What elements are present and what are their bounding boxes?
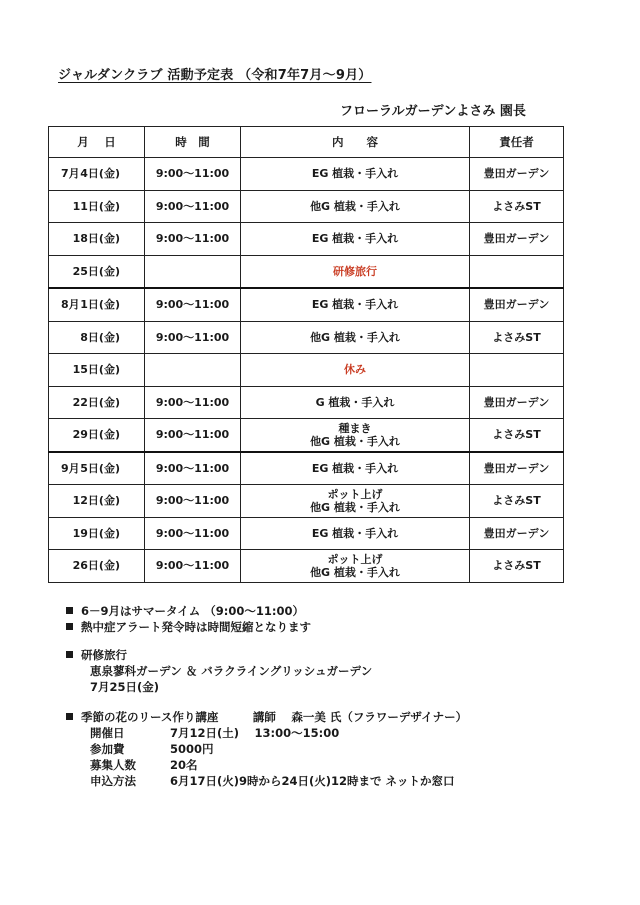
day-label: 4日(金) — [80, 167, 120, 181]
time-cell: 9:00～11:00 — [145, 550, 241, 583]
content-line: 種まき — [338, 421, 372, 435]
content-cell — [241, 354, 470, 387]
table-row — [49, 550, 564, 583]
date-cell — [49, 158, 145, 191]
day-label: 8日(金) — [80, 330, 120, 344]
person-cell: 豊田ガーデン — [470, 158, 564, 191]
content-line: EG 植栽・手入れ — [311, 461, 399, 475]
time-cell: 9:00～11:00 — [145, 452, 241, 485]
day-label: 25日(金) — [72, 264, 120, 278]
person-cell — [470, 255, 564, 288]
square-bullet-icon — [66, 607, 73, 614]
table-row — [49, 419, 564, 452]
day-label: 11日(金) — [72, 199, 120, 213]
note-summer-time — [66, 603, 467, 619]
time-cell: 9:00～11:00 — [145, 158, 241, 191]
date-cell — [49, 321, 145, 354]
square-bullet-icon — [66, 623, 73, 630]
content-line: 休み — [344, 363, 366, 377]
content-cell — [241, 485, 470, 518]
date-cell — [49, 452, 145, 485]
content-line: EG 植栽・手入れ — [311, 232, 399, 246]
date-cell — [49, 386, 145, 419]
date-cell — [49, 419, 145, 452]
square-bullet-icon — [66, 651, 73, 658]
day-label: 5日(金) — [80, 461, 120, 475]
note-wreath-heading — [66, 709, 467, 725]
table-row — [49, 158, 564, 191]
document-subtitle: フローラルガーデンよさみ 園長 — [340, 104, 526, 119]
note-summer-text: 6－9月はサマータイム （9:00～11:00） — [81, 604, 304, 618]
time-cell: 9:00～11:00 — [145, 223, 241, 256]
content-cell — [241, 419, 470, 452]
wreath-heading-text: 季節の花のリース作り講座 講師 森一美 氏（フラワーデザイナー） — [81, 710, 468, 724]
content-cell — [241, 190, 470, 223]
content-line: 他G 植栽・手入れ — [310, 330, 400, 344]
time-cell: 9:00～11:00 — [145, 419, 241, 452]
time-cell: 9:00～11:00 — [145, 517, 241, 550]
time-cell: 9:00～11:00 — [145, 321, 241, 354]
content-cell — [241, 158, 470, 191]
person-cell: よさみST — [470, 190, 564, 223]
date-cell — [49, 517, 145, 550]
day-label: 29日(金) — [72, 428, 120, 442]
header-person: 責任者 — [470, 127, 564, 158]
month-label: 7月 — [61, 167, 80, 181]
table-header-row — [49, 127, 564, 158]
person-cell — [470, 354, 564, 387]
month-label: 8月 — [61, 298, 80, 312]
wreath-detail-apply: 申込方法 6月17日(火)9時から24日(火)12時まで ネットか窓口 — [90, 774, 455, 788]
person-cell: 豊田ガーデン — [470, 288, 564, 321]
person-cell: よさみST — [470, 419, 564, 452]
content-cell — [241, 550, 470, 583]
content-line: 他G 植栽・手入れ — [310, 565, 400, 579]
day-label: 22日(金) — [72, 395, 120, 409]
header-time: 時 間 — [145, 127, 241, 158]
table-row — [49, 452, 564, 485]
time-cell — [145, 255, 241, 288]
month-label: 9月 — [61, 461, 80, 475]
table-row — [49, 190, 564, 223]
content-line: EG 植栽・手入れ — [311, 526, 399, 540]
date-cell — [49, 223, 145, 256]
date-cell — [49, 190, 145, 223]
wreath-detail-fee: 参加費 5000円 — [90, 742, 214, 756]
table-row — [49, 517, 564, 550]
time-cell: 9:00～11:00 — [145, 386, 241, 419]
person-cell: 豊田ガーデン — [470, 386, 564, 419]
day-label: 26日(金) — [72, 559, 120, 573]
table-row — [49, 354, 564, 387]
content-line: 研修旅行 — [333, 264, 377, 278]
square-bullet-icon — [66, 713, 73, 720]
content-cell — [241, 223, 470, 256]
note-heat-alert — [66, 619, 467, 635]
time-cell — [145, 354, 241, 387]
wreath-detail-date: 開催日 7月12日(土) 13:00～15:00 — [90, 726, 340, 740]
table-row — [49, 321, 564, 354]
time-cell: 9:00～11:00 — [145, 485, 241, 518]
date-cell — [49, 288, 145, 321]
content-line: 他G 植栽・手入れ — [310, 500, 400, 514]
schedule-body — [49, 158, 564, 583]
time-cell: 9:00～11:00 — [145, 190, 241, 223]
content-line: EG 植栽・手入れ — [311, 298, 399, 312]
content-cell — [241, 517, 470, 550]
content-line: G 植栽・手入れ — [315, 395, 395, 409]
notes-section — [66, 603, 467, 789]
table-row — [49, 386, 564, 419]
table-row — [49, 485, 564, 518]
day-label: 12日(金) — [72, 494, 120, 508]
trip-heading-text: 研修旅行 — [81, 648, 127, 662]
content-cell — [241, 288, 470, 321]
header-date: 月 日 — [49, 127, 145, 158]
trip-date: 7月25日(金) — [90, 680, 160, 694]
table-row — [49, 223, 564, 256]
content-cell — [241, 321, 470, 354]
table-row — [49, 255, 564, 288]
content-line: ポット上げ — [327, 552, 383, 566]
trip-places: 恵泉蓼科ガーデン ＆ バラクライングリッシュガーデン — [90, 664, 373, 678]
date-cell — [49, 550, 145, 583]
schedule-table — [48, 126, 564, 583]
person-cell: 豊田ガーデン — [470, 223, 564, 256]
person-cell: よさみST — [470, 485, 564, 518]
wreath-detail-capacity: 募集人数 20名 — [90, 758, 198, 772]
note-trip-heading — [66, 647, 467, 663]
person-cell: よさみST — [470, 550, 564, 583]
date-cell — [49, 485, 145, 518]
content-cell — [241, 255, 470, 288]
day-label: 1日(金) — [80, 298, 120, 312]
header-content: 内 容 — [241, 127, 470, 158]
day-label: 18日(金) — [72, 232, 120, 246]
time-cell: 9:00～11:00 — [145, 288, 241, 321]
day-label: 15日(金) — [72, 363, 120, 377]
person-cell: よさみST — [470, 321, 564, 354]
note-heat-text: 熱中症アラート発令時は時間短縮となります — [81, 620, 311, 634]
person-cell: 豊田ガーデン — [470, 452, 564, 485]
date-cell — [49, 255, 145, 288]
day-label: 19日(金) — [72, 526, 120, 540]
table-row — [49, 288, 564, 321]
content-cell — [241, 386, 470, 419]
content-line: 他G 植栽・手入れ — [310, 199, 400, 213]
content-line: 他G 植栽・手入れ — [310, 434, 400, 448]
person-cell: 豊田ガーデン — [470, 517, 564, 550]
document-title: ジャルダンクラブ 活動予定表 （令和7年7月～9月） — [58, 68, 372, 83]
date-cell — [49, 354, 145, 387]
content-cell — [241, 452, 470, 485]
content-line: EG 植栽・手入れ — [311, 167, 399, 181]
content-line: ポット上げ — [327, 487, 383, 501]
